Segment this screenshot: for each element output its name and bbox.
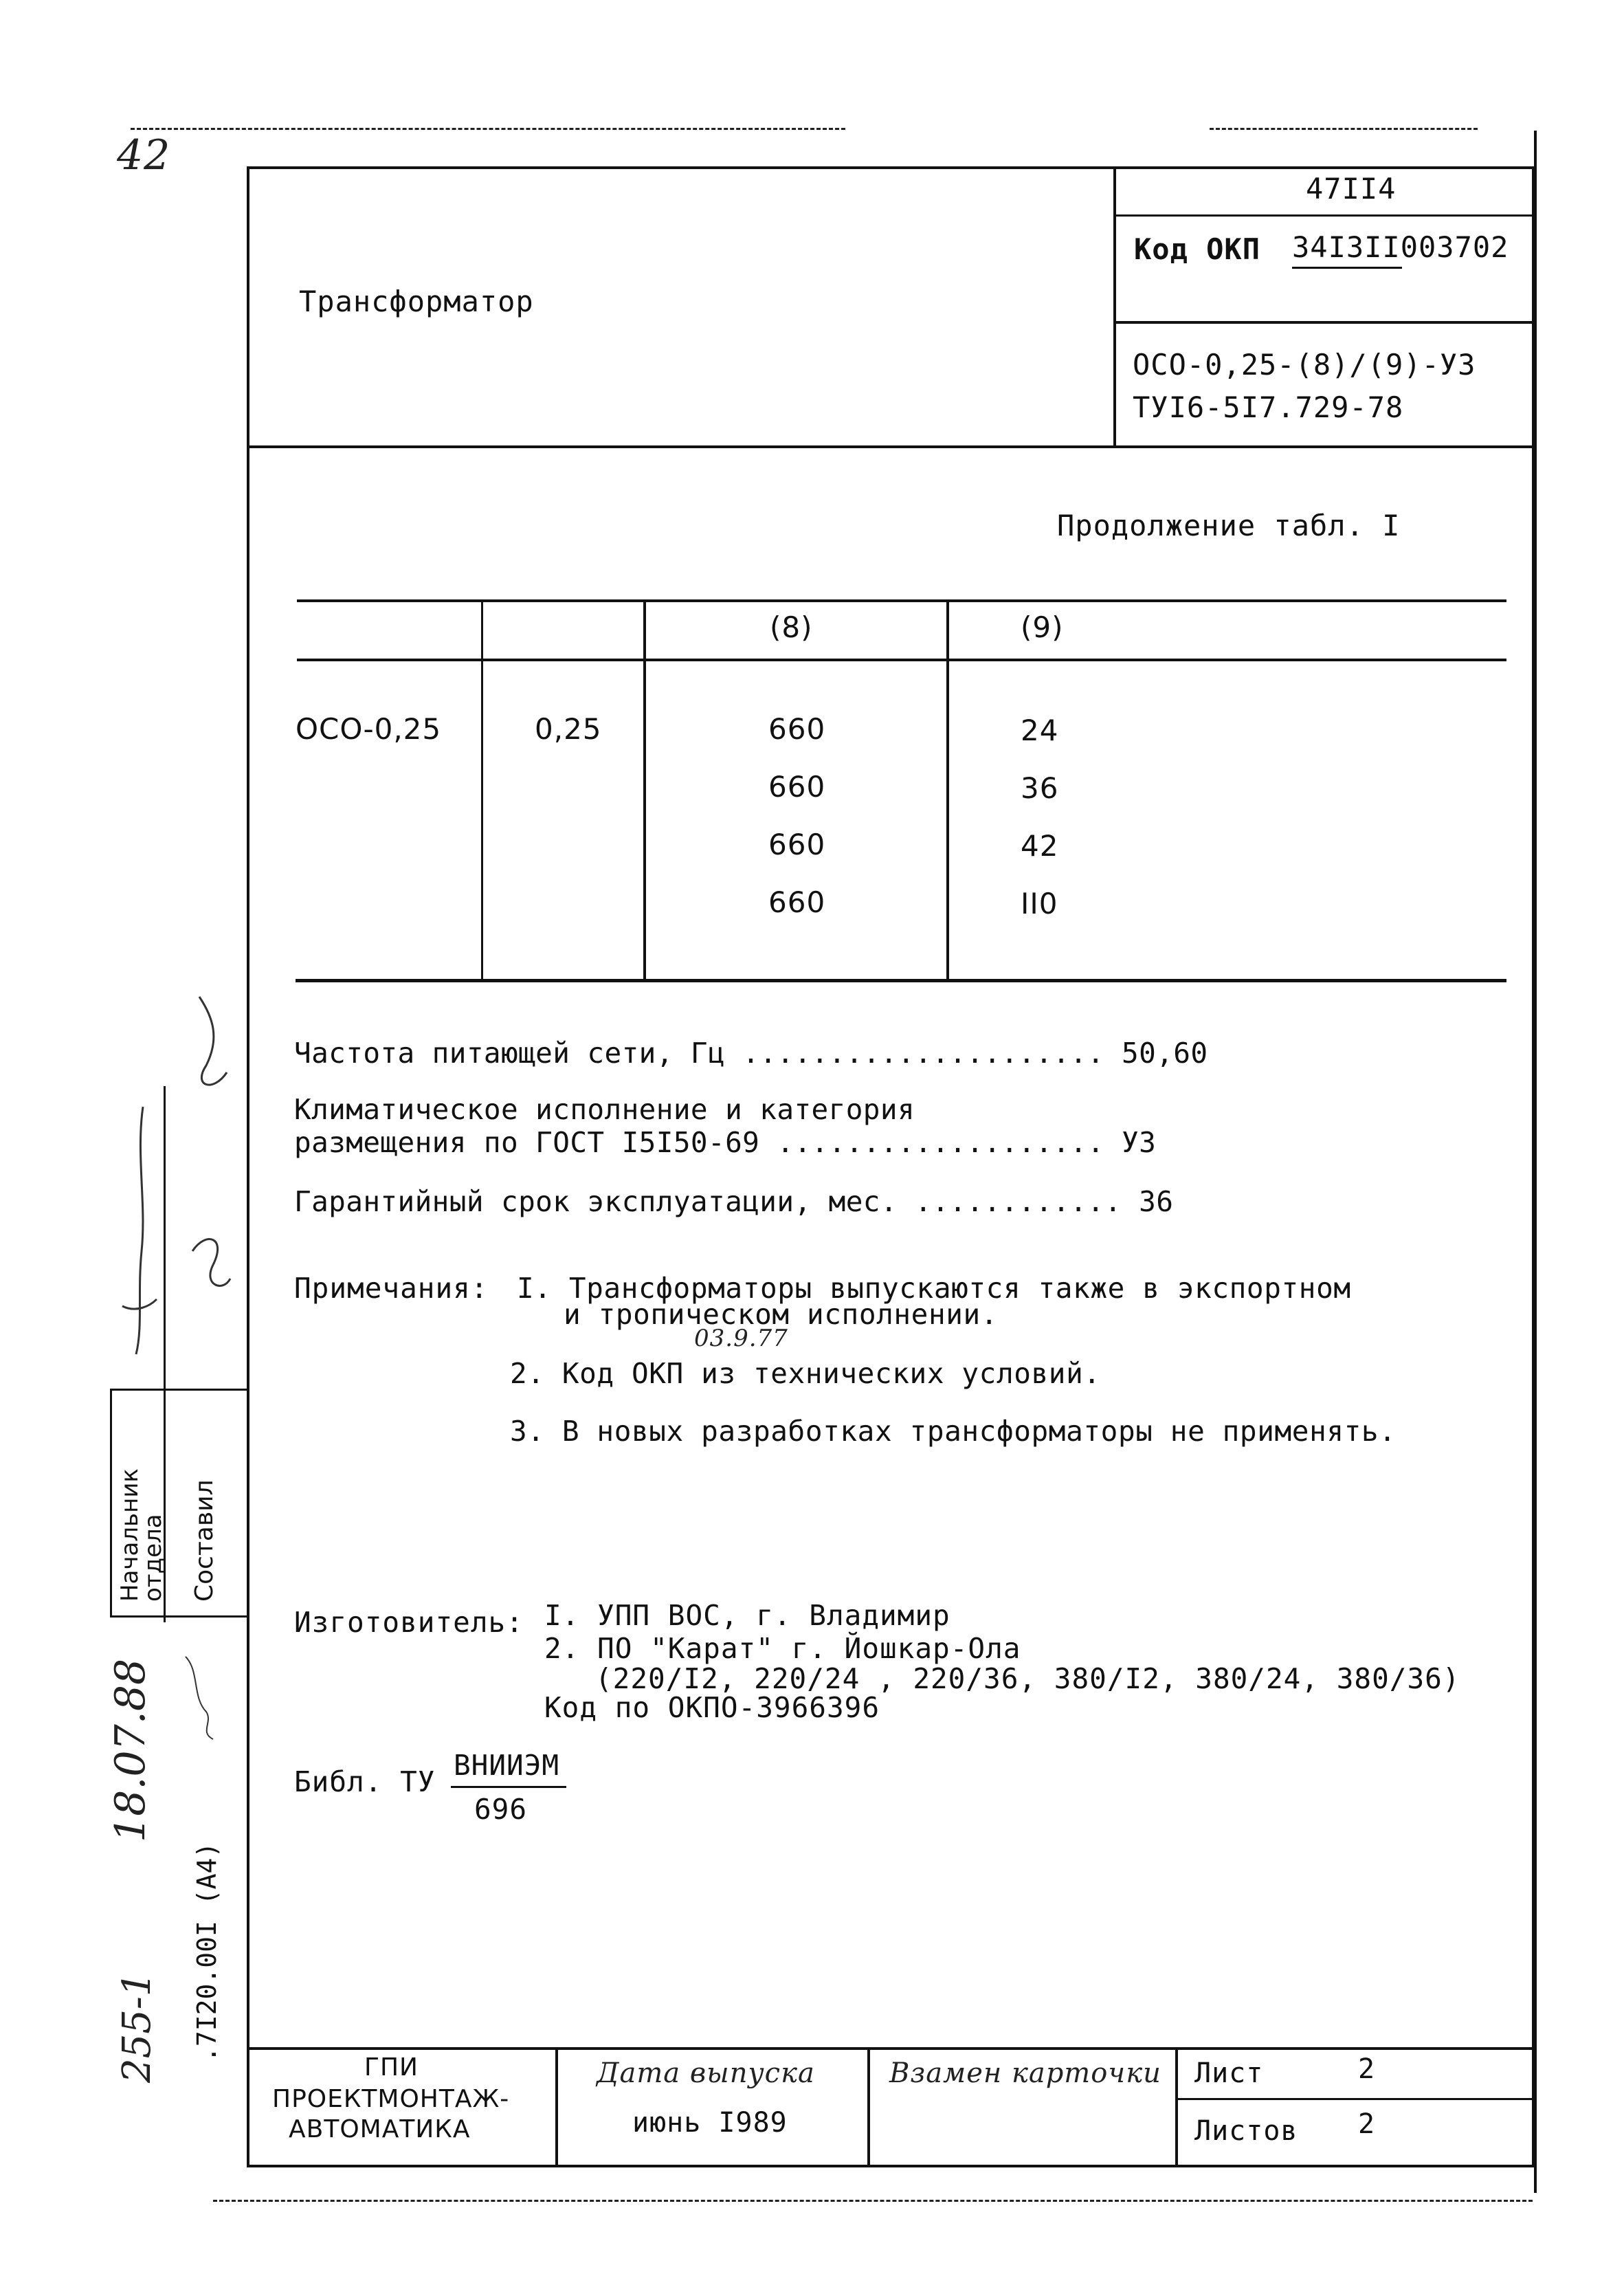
footer-col-rule-3 bbox=[1175, 2047, 1178, 2167]
table-col-rule-1 bbox=[481, 599, 483, 979]
footer-sheets-value: 2 bbox=[1358, 2108, 1376, 2140]
table-row-primary: 660 bbox=[768, 828, 826, 861]
library-denominator: 696 bbox=[474, 1793, 528, 1826]
bottom-dashed-rule bbox=[213, 2200, 1533, 2202]
card-number: 47II4 bbox=[1306, 172, 1397, 206]
table-power-cell: 0,25 bbox=[535, 712, 602, 746]
header-divider-vertical bbox=[1113, 166, 1116, 447]
footer-org-line1: ГПИ bbox=[364, 2053, 419, 2082]
manufacturer-okpo: Код по ОКПО-3966396 bbox=[544, 1691, 880, 1724]
footer-replaces-label: Взамен карточки bbox=[889, 2057, 1161, 2089]
table-col-rule-2 bbox=[643, 599, 646, 979]
card-title: Трансформатор bbox=[299, 285, 534, 318]
footer-sheet-value: 2 bbox=[1358, 2053, 1376, 2085]
margin-rule-outer bbox=[110, 1389, 112, 1615]
footer-issue-value: июнь I989 bbox=[632, 2107, 788, 2139]
table-top-rule bbox=[297, 599, 1506, 602]
manufacturer-ratings: (220/I2, 220/24 , 220/36, 380/I2, 380/24, 380/36) bbox=[595, 1662, 1460, 1695]
table-col-rule-3 bbox=[946, 599, 949, 979]
manufacturer-2: 2. ПО "Карат" г. Йошкар-Ола bbox=[544, 1632, 1021, 1665]
header-bottom-rule bbox=[247, 445, 1535, 448]
spec-reference: ТУI6-5I7.729-78 bbox=[1133, 390, 1404, 424]
header-rule-okp bbox=[1113, 321, 1535, 324]
table-bottom-rule bbox=[296, 979, 1506, 982]
footer-org-line2: ПРОЕКТМОНТАЖ- bbox=[272, 2085, 510, 2113]
okp-code-underline bbox=[1292, 267, 1402, 269]
spec-warranty: Гарантийный срок эксплуатации, мес. ............ 36 bbox=[294, 1185, 1174, 1218]
table-row-primary: 660 bbox=[768, 885, 826, 919]
okp-label: Код ОКП bbox=[1134, 232, 1261, 266]
spec-climate-line1: Климатическое исполнение и категория bbox=[294, 1093, 915, 1126]
table-row-secondary: 42 bbox=[1021, 829, 1059, 863]
library-fraction-bar bbox=[451, 1786, 566, 1788]
spec-climate-line2: размещения по ГОСТ I5I50-69 ................... УЗ bbox=[294, 1126, 1157, 1159]
table-continuation-caption: Продолжение табл. I bbox=[1057, 509, 1401, 542]
table-row-primary: 660 bbox=[768, 712, 826, 746]
footer-org-line3: АВТОМАТИКА bbox=[289, 2115, 471, 2143]
margin-form-number: 255-1 bbox=[115, 1972, 159, 2083]
spec-frequency: Частота питающей сети, Гц ..................... 50,60 bbox=[294, 1037, 1208, 1070]
footer-issue-label: Дата выпуска bbox=[597, 2057, 815, 2089]
footer-col-rule-2 bbox=[867, 2047, 870, 2167]
signature-date-initials bbox=[172, 1643, 234, 1746]
note-2: 2. Код ОКП из технических условий. bbox=[510, 1357, 1101, 1390]
signature-head bbox=[115, 1100, 164, 1361]
margin-rule-bottom bbox=[110, 1615, 247, 1618]
library-label: Библ. ТУ bbox=[294, 1765, 436, 1798]
model-designation: ОСО-0,25-(8)/(9)-УЗ bbox=[1133, 348, 1476, 382]
footer-sheet-label: Лист bbox=[1194, 2057, 1264, 2089]
table-row-primary: 660 bbox=[768, 770, 826, 804]
notes-label: Примечания: bbox=[294, 1272, 489, 1305]
table-header-rule bbox=[297, 659, 1506, 661]
footer-sheets-label: Листов bbox=[1194, 2115, 1298, 2147]
footer-sheet-rule bbox=[1175, 2098, 1535, 2100]
table-row-secondary: 24 bbox=[1021, 714, 1059, 747]
table-header-col9: (9) bbox=[1021, 610, 1064, 644]
margin-form-code: .7I20.00I (A4) bbox=[192, 1842, 222, 2062]
library-numerator: ВНИИЭМ bbox=[454, 1749, 560, 1782]
top-dashed-rule-right bbox=[1210, 128, 1478, 130]
manufacturer-1: I. УПП ВОС, г. Владимир bbox=[544, 1599, 950, 1632]
margin-author-label: Составил bbox=[190, 1479, 219, 1602]
margin-rule-top bbox=[110, 1389, 247, 1391]
table-header-col8: (8) bbox=[770, 610, 813, 644]
footer-top-rule bbox=[247, 2047, 1535, 2050]
margin-date-handwritten: 18.07.88 bbox=[107, 1658, 155, 1842]
footer-col-rule-1 bbox=[555, 2047, 558, 2167]
top-dashed-rule bbox=[131, 128, 845, 130]
table-model-cell: ОСО-0,25 bbox=[296, 712, 442, 746]
table-row-secondary: 36 bbox=[1021, 771, 1059, 805]
card-frame bbox=[247, 166, 1535, 2167]
okp-code: 34I3II003702 bbox=[1292, 230, 1509, 264]
manufacturer-label: Изготовитель: bbox=[294, 1606, 524, 1639]
page-number: 42 bbox=[117, 131, 171, 179]
note-2-handwritten: 03.9.77 bbox=[694, 1325, 788, 1352]
signature-author bbox=[172, 990, 247, 1375]
note-3: 3. В новых разработках трансформаторы не применять. bbox=[510, 1415, 1397, 1448]
table-row-secondary: II0 bbox=[1021, 887, 1058, 920]
header-rule-number bbox=[1113, 214, 1535, 217]
note-1-line1: I. Трансформаторы выпускаются также в экспортном bbox=[517, 1272, 1351, 1305]
margin-head-label: Начальник отдела bbox=[116, 1461, 167, 1602]
note-1-line2: и тропическом исполнении. bbox=[564, 1298, 999, 1331]
